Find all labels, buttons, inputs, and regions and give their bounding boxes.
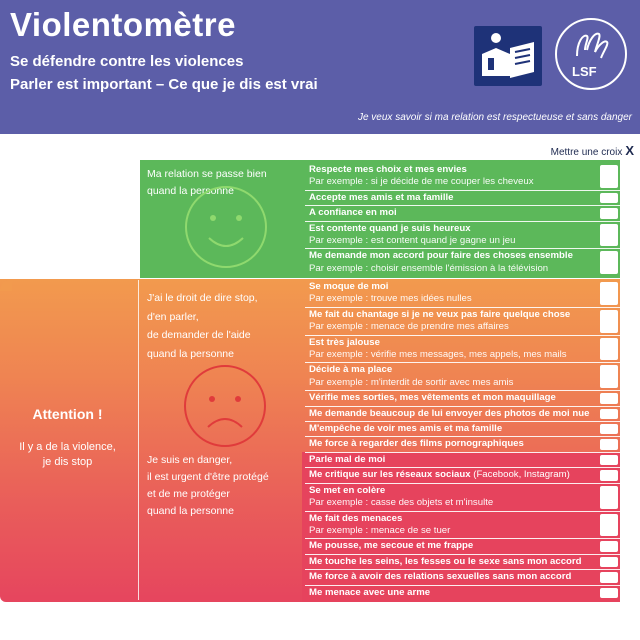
orange-intro-line: J'ai le droit de dire stop, — [147, 292, 258, 304]
orange-intro-line: d'en parler, — [147, 310, 199, 323]
list-item: Se met en colère Par exemple : casse des objets et m'insulte — [305, 484, 620, 512]
easy-to-read-logo-icon — [474, 26, 542, 86]
divider — [138, 280, 139, 600]
checkbox[interactable] — [600, 439, 618, 449]
list-item: Parle mal de moi — [305, 453, 620, 468]
green-rows — [305, 163, 620, 276]
list-item: Me force à avoir des relations sexuelles sans mon accord — [305, 570, 620, 585]
orange-intro-line: de demander de l'aide — [147, 329, 251, 341]
list-item: Vérifie mes sorties, mes vêtements et mon maquillage — [305, 391, 620, 406]
attention-title: Attention ! — [32, 406, 103, 422]
red-rows — [305, 453, 620, 600]
list-item: Me demande mon accord pour faire des choses ensemble Par exemple : choisir ensemble l'émission à la télévision — [305, 249, 620, 276]
green-intro-line: Ma relation se passe bien — [147, 168, 267, 180]
list-item: Me touche les seins, les fesses ou le sexe sans mon accord — [305, 555, 620, 570]
red-intro-line: et de me protéger — [147, 488, 230, 500]
list-item: Me demande beaucoup de lui envoyer des photos de moi nue — [305, 407, 620, 422]
smiley-face-icon — [181, 182, 271, 272]
checkbox[interactable] — [600, 224, 618, 247]
checkbox[interactable] — [600, 365, 618, 388]
checkbox[interactable] — [600, 588, 618, 598]
checkbox[interactable] — [600, 470, 618, 480]
list-item: M'empêche de voir mes amis et ma famille — [305, 422, 620, 437]
checkbox[interactable] — [600, 193, 618, 203]
sad-face-icon — [180, 361, 270, 451]
list-item: Se moque de moi Par exemple : trouve mes idées nulles — [305, 280, 620, 308]
red-intro-line: Je suis en danger, — [147, 454, 233, 466]
checkbox[interactable] — [600, 424, 618, 434]
list-item: Me critique sur les réseaux sociaux (Facebook, Instagram) — [305, 468, 620, 483]
list-item: Me fait du chantage si je ne veux pas faire quelque chose Par exemple : menace de prendre mes affaires — [305, 308, 620, 336]
green-intro-line: quand la personne — [147, 185, 234, 197]
attention-sub-line: Il y a de la violence, — [19, 441, 116, 453]
page-subtitle: Se défendre contre les violences — [10, 53, 244, 70]
checkbox[interactable] — [600, 165, 618, 188]
list-item: Me pousse, me secoue et me frappe — [305, 539, 620, 554]
list-item: Me force à regarder des films pornographiques — [305, 437, 620, 452]
checkbox[interactable] — [600, 572, 618, 582]
list-item: A confiance en moi — [305, 206, 620, 221]
checkbox-header-label: Mettre une croix — [550, 147, 623, 158]
checkbox[interactable] — [600, 557, 618, 567]
checkbox[interactable] — [600, 409, 618, 419]
close-x-icon: X — [625, 143, 634, 158]
checkbox[interactable] — [600, 251, 618, 274]
red-intro-line: il est urgent d'être protégé — [147, 471, 269, 483]
checkbox[interactable] — [600, 310, 618, 333]
sign-language-logo-icon — [555, 18, 627, 90]
checkbox[interactable] — [600, 208, 618, 218]
list-item: Est très jalouse Par exemple : vérifie mes messages, mes appels, mes mails — [305, 336, 620, 364]
lsf-label: LSF — [572, 64, 597, 79]
red-zone-intro — [147, 452, 297, 520]
checkbox[interactable] — [600, 486, 618, 509]
list-item: Me menace avec une arme — [305, 586, 620, 600]
page-title: Violentomètre — [10, 6, 236, 43]
attention-sub-line: je dis stop — [42, 456, 93, 468]
checkbox[interactable] — [600, 541, 618, 551]
list-item: Décide à ma place Par exemple : m'interdit de sortir avec mes amis — [305, 363, 620, 391]
orange-rows — [305, 280, 620, 453]
page-tagline: Parler est important – Ce que je dis est vrai — [10, 76, 318, 93]
header-banner — [0, 0, 640, 134]
checkbox[interactable] — [600, 455, 618, 465]
list-item: Est contente quand je suis heureux Par exemple : est content quand je gagne un jeu — [305, 222, 620, 250]
checkbox[interactable] — [600, 282, 618, 305]
list-item: Respecte mes choix et mes envies Par exemple : si je décide de me couper les cheveux — [305, 163, 620, 191]
orange-intro-line: quand la personne — [147, 347, 234, 360]
checkbox[interactable] — [600, 393, 618, 403]
checkbox[interactable] — [600, 514, 618, 537]
checkbox-column-header — [551, 143, 634, 158]
question-text: Je veux savoir si ma relation est respectueuse et sans danger — [357, 112, 632, 123]
attention-subtitle — [0, 440, 135, 470]
list-item: Me fait des menaces Par exemple : menace de se tuer — [305, 512, 620, 540]
list-item: Accepte mes amis et ma famille — [305, 191, 620, 206]
orange-zone-intro — [147, 289, 297, 363]
red-intro-line: quand la personne — [147, 505, 234, 517]
checkbox[interactable] — [600, 338, 618, 361]
